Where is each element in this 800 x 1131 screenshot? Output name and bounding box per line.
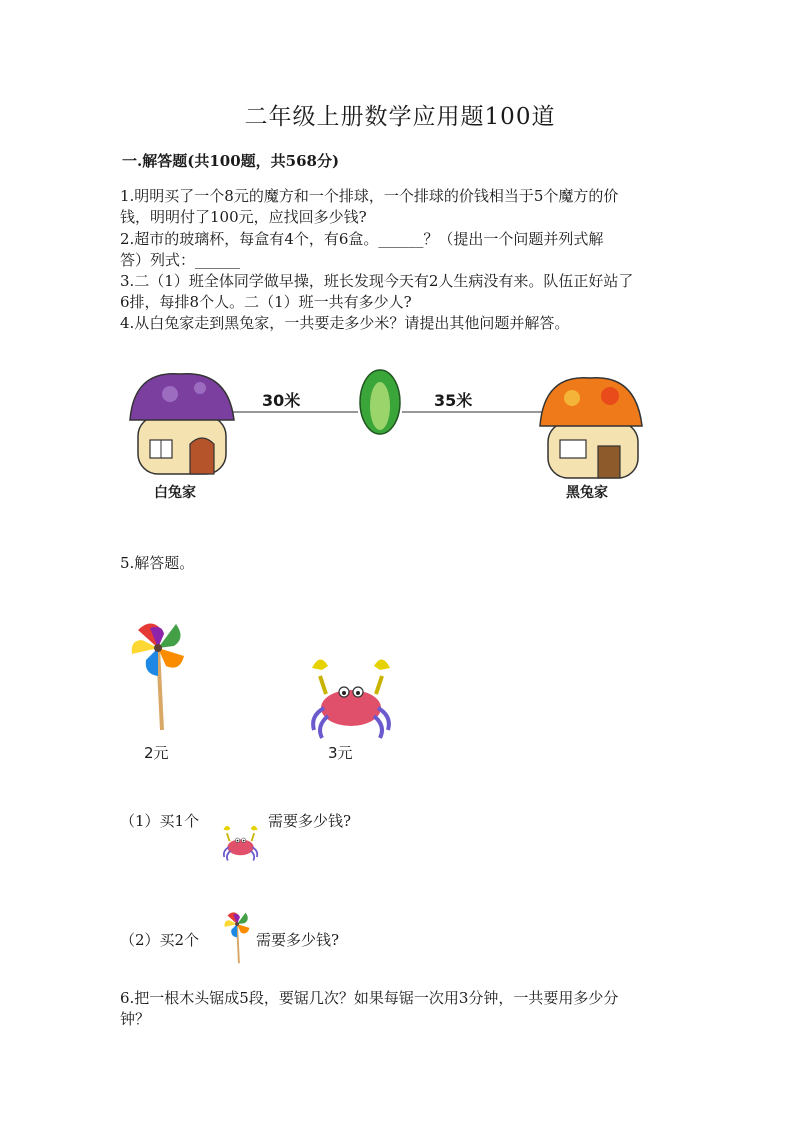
purple-mushroom-house-icon bbox=[130, 374, 234, 474]
sub-question-2-suffix: 需要多少钱? bbox=[256, 931, 340, 949]
map-figure-drawing bbox=[120, 360, 700, 510]
sub-question-1-suffix: 需要多少钱? bbox=[268, 812, 352, 830]
crab-price: 3元 bbox=[328, 744, 353, 762]
distance-left-label: 30米 bbox=[262, 391, 301, 410]
question-1-line1: 1.明明买了一个8元的魔方和一个排球，一个排球的价钱相当于5个魔方的价 bbox=[120, 187, 619, 205]
orange-mushroom-house-icon bbox=[540, 378, 642, 478]
distance-right-label: 35米 bbox=[434, 391, 473, 410]
question-3-line1: 3.二（1）班全体同学做早操，班长发现今天有2人生病没有来。队伍正好站了 bbox=[120, 272, 634, 290]
question-1-line2: 钱，明明付了100元，应找回多少钱? bbox=[120, 208, 367, 226]
sub-question-1-prefix: （1）买1个 bbox=[120, 812, 200, 830]
question-6 bbox=[120, 988, 685, 1030]
question-5 bbox=[120, 553, 685, 574]
question-1 bbox=[120, 186, 685, 228]
pinwheel-icon bbox=[222, 906, 254, 966]
map-figure bbox=[120, 360, 700, 510]
sub-question-2-prefix: （2）买2个 bbox=[120, 931, 200, 949]
price-figure bbox=[120, 608, 440, 768]
section-heading: 一.解答题(共100题，共568分) bbox=[122, 152, 340, 170]
question-3 bbox=[120, 271, 685, 313]
page-title: 二年级上册数学应用题100道 bbox=[244, 104, 556, 130]
question-2 bbox=[120, 229, 685, 271]
black-rabbit-house-label: 黑兔家 bbox=[566, 485, 608, 501]
white-rabbit-house-label: 白兔家 bbox=[154, 485, 196, 501]
pinwheel-icon bbox=[128, 610, 192, 736]
question-4 bbox=[120, 313, 685, 334]
question-2-line1: 2.超市的玻璃杯，每盒有4个，有6盒。______？（提出一个问题并列式解 bbox=[120, 230, 604, 248]
question-5-line1: 5.解答题。 bbox=[120, 554, 195, 572]
question-2-line2: 答）列式：______ bbox=[120, 251, 241, 269]
question-6-line2: 钟？ bbox=[120, 1010, 151, 1028]
question-3-line2: 6排，每排8个人。二（1）班一共有多少人? bbox=[120, 293, 412, 311]
crab-icon bbox=[218, 820, 264, 864]
pinwheel-price: 2元 bbox=[144, 744, 169, 762]
crab-icon bbox=[306, 646, 398, 746]
cabbage-icon bbox=[360, 370, 400, 434]
question-6-line1: 6.把一根木头锯成5段，要锯几次？如果每锯一次用3分钟，一共要用多少分 bbox=[120, 989, 619, 1007]
question-4-line1: 4.从白兔家走到黑兔家，一共要走多少米？请提出其他问题并解答。 bbox=[120, 314, 570, 332]
